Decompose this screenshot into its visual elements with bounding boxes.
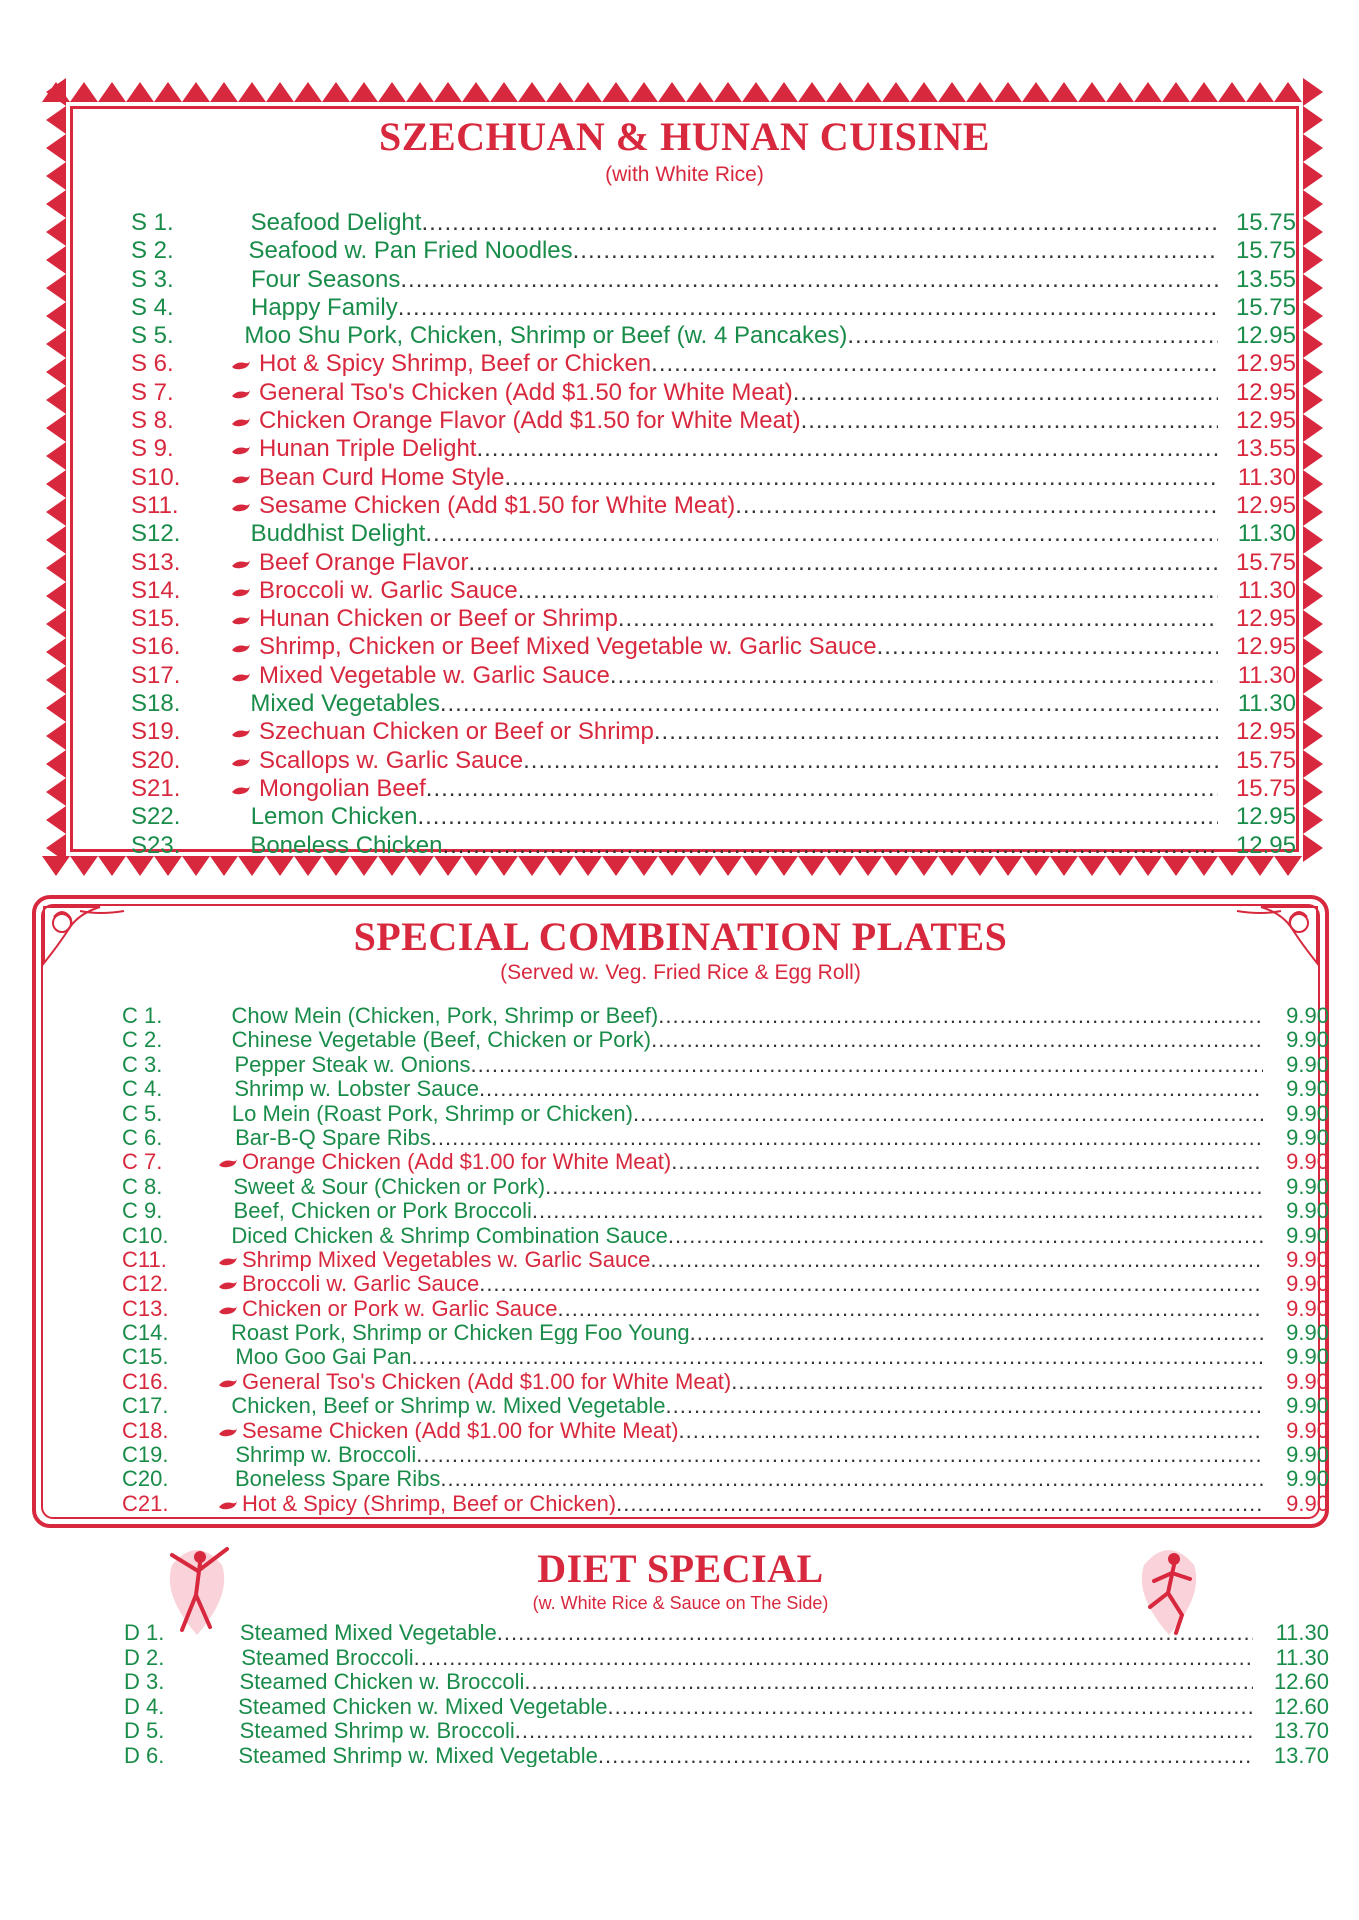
menu-item [32,1174,1329,1198]
menu-item [32,1223,1329,1247]
item-name: Broccoli w. Garlic Sauce [242,1271,480,1296]
item-code: C12. [122,1271,169,1296]
dot-leader [518,577,1218,605]
menu-item [73,492,1296,520]
item-code: S16. [131,633,181,661]
item-code: D 3. [124,1669,165,1694]
item-code: C10. [122,1222,169,1247]
item-code: C11. [122,1246,167,1272]
item-code: S14. [131,576,181,604]
dot-leader [431,1125,1263,1149]
item-code: S 9. [131,435,174,463]
item-code: S 1. [131,209,174,236]
menu-item [32,1247,1329,1271]
dot-leader [479,1271,1263,1295]
dot-leader [412,1344,1263,1368]
dot-leader [545,1174,1263,1198]
diet-special-section [32,1535,1329,1795]
item-price: 9.90 [1286,1271,1329,1296]
item-name: Steamed Broccoli [241,1644,414,1669]
item-name: Beef Orange Flavor [259,548,469,576]
item-code: S21. [131,774,181,802]
pepper-icon [218,1278,238,1295]
dot-leader [416,1442,1263,1466]
dot-leader [504,464,1218,492]
menu-item [32,1198,1329,1222]
dot-leader [658,1003,1263,1027]
pepper-icon [231,726,251,744]
item-code: C16. [122,1368,169,1394]
item-code: C13. [122,1295,169,1321]
pepper-icon [218,1303,238,1320]
item-name: Shrimp Mixed Vegetables w. Garlic Sauce [242,1246,651,1272]
pepper-icon [231,472,251,490]
dot-leader [690,1320,1263,1344]
menu-item [73,294,1296,322]
item-price: 15.75 [1235,237,1296,265]
item-price: 9.90 [1286,1149,1329,1174]
section-title: DIET SPECIAL [537,1546,824,1591]
menu-item [73,605,1296,633]
item-price: 12.95 [1235,491,1296,519]
menu-item [32,1669,1329,1694]
menu-item [32,1694,1329,1719]
item-name: Steamed Shrimp w. Broccoli [239,1718,515,1743]
menu-item [73,633,1296,661]
item-code: S 8. [131,407,174,435]
item-code: S 3. [131,265,174,293]
combination-plates-section [32,895,1329,1528]
item-code: C 7. [122,1149,163,1174]
dot-leader [608,1694,1254,1719]
menu-item [32,1418,1329,1442]
menu-item [32,1743,1329,1768]
item-price: 12.95 [1235,378,1296,406]
item-price: 9.90 [1286,1393,1329,1418]
item-code: S19. [131,718,181,746]
pepper-icon [231,557,251,575]
item-code: C 6. [122,1124,163,1150]
item-price: 12.95 [1235,350,1296,378]
item-code: S 7. [131,378,174,406]
dot-leader [414,1645,1253,1670]
pepper-icon [218,1156,238,1173]
item-price: 9.90 [1286,1198,1329,1223]
section-subtitle: (w. White Rice & Sauce on The Side) [532,1593,829,1613]
dot-leader [425,520,1218,548]
pepper-icon [231,670,251,688]
item-name: Chicken Orange Flavor (Add $1.50 for White Meat) [259,407,801,435]
dot-leader [731,1369,1263,1393]
item-code: S20. [131,746,181,774]
pepper-icon [231,783,251,801]
menu-item [32,1296,1329,1320]
menu-item [32,1466,1329,1490]
item-code: C 8. [122,1173,163,1199]
item-name: Buddhist Delight [250,520,426,548]
dot-leader [610,662,1218,690]
item-price: 9.90 [1286,1490,1329,1516]
item-name: Broccoli w. Garlic Sauce [259,576,518,604]
item-code: S10. [131,463,181,491]
item-price: 15.75 [1235,746,1296,774]
menu-item [32,1344,1329,1368]
menu-item [32,1125,1329,1149]
dot-leader [654,718,1218,746]
item-name: Boneless Spare Ribs [234,1466,441,1491]
item-price: 12.95 [1235,633,1296,661]
item-name: Hot & Spicy (Shrimp, Beef or Chicken) [242,1490,617,1516]
item-price: 12.95 [1235,605,1296,633]
menu-item [73,464,1296,492]
item-code: S11. [131,491,179,519]
item-price: 15.75 [1235,548,1296,576]
menu-item [73,209,1296,237]
item-price: 9.90 [1286,1442,1329,1467]
dot-leader [479,1076,1263,1100]
item-price: 13.70 [1273,1742,1329,1767]
dot-leader [666,1393,1263,1417]
item-price: 11.30 [1275,1644,1329,1669]
menu-item [73,662,1296,690]
menu-item [32,1149,1329,1173]
item-name: Lemon Chicken [250,803,418,831]
item-name: Chicken or Pork w. Garlic Sauce [242,1295,558,1321]
item-price: 9.90 [1286,1051,1329,1077]
item-price: 9.90 [1286,1076,1329,1101]
dot-leader [440,690,1218,718]
item-price: 9.90 [1286,1368,1329,1394]
menu-item [32,1491,1329,1515]
item-name: Chicken, Beef or Shrimp w. Mixed Vegetable [231,1393,666,1418]
item-code: S13. [131,548,181,576]
item-name: Szechuan Chicken or Beef or Shrimp [259,718,654,746]
item-name: Steamed Shrimp w. Mixed Vegetable [238,1742,598,1767]
item-name: Mongolian Beef [259,774,426,802]
item-code: S 2. [131,237,174,265]
item-name: Bean Curd Home Style [259,463,505,491]
dot-leader [650,1247,1263,1271]
item-code: S17. [131,661,181,689]
item-name: Scallops w. Garlic Sauce [259,746,524,774]
menu-item [73,775,1296,803]
dot-leader [398,294,1218,322]
dot-leader [735,492,1218,520]
menu-item [73,577,1296,605]
menu-item [32,1003,1329,1027]
pepper-icon [231,500,251,518]
menu-item [32,1052,1329,1076]
item-name: Diced Chicken & Shrimp Combination Sauce [231,1222,668,1247]
item-name: Mixed Vegetable w. Garlic Sauce [259,661,610,689]
item-code: C 1. [122,1003,163,1028]
item-price: 12.95 [1235,407,1296,435]
dot-leader [532,1198,1263,1222]
item-name: General Tso's Chicken (Add $1.00 for White Meat) [242,1368,732,1394]
pepper-icon [231,641,251,659]
menu-item [73,407,1296,435]
pepper-icon [218,1498,238,1515]
menu-item [32,1101,1329,1125]
item-price: 9.90 [1286,1246,1329,1272]
item-price: 12.60 [1273,1693,1329,1718]
menu-item [73,832,1296,860]
item-name: Boneless Chicken [250,831,443,859]
dot-leader [471,1052,1263,1076]
menu-item [73,549,1296,577]
item-code: S23. [131,831,181,859]
dot-leader [400,266,1218,294]
dot-leader [616,1491,1263,1515]
item-price: 11.30 [1237,661,1296,689]
menu-item [32,1393,1329,1417]
item-price: 12.95 [1235,322,1296,350]
item-price: 9.90 [1286,1344,1329,1369]
item-name: Shrimp w. Broccoli [235,1442,417,1467]
item-code: S 4. [131,293,174,321]
item-price: 9.90 [1286,1173,1329,1199]
item-code: C 2. [122,1027,163,1052]
item-name: Sesame Chicken (Add $1.50 for White Meat) [259,491,736,519]
item-price: 9.90 [1286,1003,1329,1028]
item-name: Moo Goo Gai Pan [235,1344,412,1369]
menu-item [32,1027,1329,1051]
item-name: Hot & Spicy Shrimp, Beef or Chicken [259,350,652,378]
menu-item [73,803,1296,831]
pepper-icon [231,387,251,405]
item-price: 11.30 [1237,463,1296,491]
item-code: S22. [131,803,181,831]
menu-item [73,747,1296,775]
item-price: 15.75 [1235,293,1296,321]
dot-leader [515,1718,1253,1743]
section-title: SZECHUAN & HUNAN CUISINE [379,114,990,159]
menu-item [32,1442,1329,1466]
section-subtitle: (Served w. Veg. Fried Rice & Egg Roll) [500,961,861,984]
item-price: 11.30 [1237,520,1296,548]
item-code: C 5. [122,1100,163,1125]
item-price: 9.90 [1286,1222,1329,1247]
dot-leader [524,1669,1253,1694]
dot-leader [651,1027,1263,1051]
dot-leader [598,1743,1253,1768]
item-code: C18. [122,1417,169,1443]
menu-item [32,1271,1329,1295]
menu-item [32,1369,1329,1393]
diet-menu-list [32,1620,1329,1767]
pepper-icon [231,358,251,376]
pepper-icon [218,1376,238,1393]
pepper-icon [231,443,251,461]
item-code: D 2. [124,1644,165,1669]
dot-leader [671,1149,1263,1173]
dot-leader [847,322,1218,350]
item-name: Shrimp, Chicken or Beef Mixed Vegetable w. Garlic Sauce [259,633,877,661]
item-name: Bar-B-Q Spare Ribs [235,1124,431,1150]
menu-item [73,379,1296,407]
dot-leader [417,803,1218,831]
item-price: 9.90 [1286,1320,1329,1345]
item-code: S12. [131,520,181,548]
item-name: Roast Pork, Shrimp or Chicken Egg Foo Young [231,1320,690,1345]
item-price: 9.90 [1286,1124,1329,1150]
item-price: 13.55 [1235,265,1296,293]
item-code: C15. [122,1344,169,1369]
item-name: Steamed Chicken w. Broccoli [239,1669,525,1694]
triangle-border-top [42,78,1327,106]
item-name: Seafood w. Pan Fried Noodles [248,237,573,265]
szechuan-hunan-section [42,78,1327,880]
item-name: Beef, Chicken or Pork Broccoli [233,1198,532,1223]
item-name: Hunan Triple Delight [259,435,477,463]
item-code: S 5. [131,322,174,350]
menu-item [73,520,1296,548]
menu-item [73,718,1296,746]
dot-leader [618,605,1218,633]
item-price: 9.90 [1286,1466,1329,1491]
item-price: 11.30 [1275,1620,1329,1645]
dot-leader [557,1296,1263,1320]
item-price: 12.95 [1235,803,1296,831]
menu-item [73,435,1296,463]
item-price: 12.95 [1235,718,1296,746]
item-price: 9.90 [1286,1100,1329,1125]
item-name: Seafood Delight [250,209,422,236]
item-name: Hunan Chicken or Beef or Shrimp [259,605,618,633]
szechuan-inner-frame [70,106,1299,859]
item-price: 12.60 [1273,1669,1329,1694]
item-name: Moo Shu Pork, Chicken, Shrimp or Beef (w. 4 Pancakes) [244,322,848,350]
item-code: D 4. [124,1693,165,1718]
item-name: Steamed Mixed Vegetable [239,1620,497,1645]
dot-leader [426,775,1218,803]
item-price: 11.30 [1237,690,1296,718]
item-code: S18. [131,690,181,718]
menu-item [32,1645,1329,1670]
pepper-icon [231,585,251,603]
dot-leader [573,237,1218,265]
dot-leader [793,379,1218,407]
item-price: 13.70 [1273,1718,1329,1743]
item-code: C21. [122,1490,169,1516]
item-code: S 6. [131,350,174,378]
triangle-border-left [42,78,70,880]
combination-menu-list [32,1003,1329,1515]
dot-leader [679,1418,1263,1442]
dot-leader [440,1466,1263,1490]
menu-item [32,1620,1329,1645]
item-name: Steamed Chicken w. Mixed Vegetable [238,1693,608,1718]
item-name: Sesame Chicken (Add $1.00 for White Meat) [242,1417,679,1443]
dot-leader [523,747,1218,775]
pepper-icon [231,755,251,773]
section-subtitle: (with White Rice) [605,163,764,186]
item-code: C17. [122,1393,169,1418]
item-code: C19. [122,1442,169,1467]
menu-item [73,322,1296,350]
item-name: Sweet & Sour (Chicken or Pork) [233,1173,546,1199]
menu-item [32,1076,1329,1100]
dot-leader [497,1620,1253,1645]
triangle-border-right [1299,78,1327,880]
item-price: 12.95 [1235,831,1296,859]
item-name: General Tso's Chicken (Add $1.50 for White Meat) [259,378,793,406]
section-title: SPECIAL COMBINATION PLATES [353,914,1008,959]
item-name: Pepper Steak w. Onions [234,1051,471,1077]
pepper-icon [218,1254,238,1271]
item-price: 9.90 [1286,1417,1329,1443]
item-name: Shrimp w. Lobster Sauce [234,1076,479,1101]
item-name: Four Seasons [250,265,401,293]
item-name: Lo Mein (Roast Pork, Shrimp or Chicken) [231,1100,633,1125]
menu-item [73,237,1296,265]
pepper-icon [231,613,251,631]
item-price: 9.90 [1286,1295,1329,1321]
item-name: Happy Family [250,293,398,321]
szechuan-menu-list [73,209,1296,860]
item-name: Chow Mein (Chicken, Pork, Shrimp or Beef) [231,1003,659,1028]
item-code: C20. [122,1466,169,1491]
dot-leader [442,832,1218,860]
dot-leader [668,1223,1263,1247]
menu-item [73,690,1296,718]
dot-leader [421,209,1218,237]
item-price: 11.30 [1237,576,1296,604]
dot-leader [476,435,1218,463]
pepper-icon [218,1425,238,1442]
item-price: 15.75 [1235,209,1296,236]
menu-item [32,1320,1329,1344]
item-code: C 9. [122,1198,163,1223]
item-code: D 5. [124,1718,165,1743]
item-code: S15. [131,605,181,633]
item-code: D 6. [124,1742,165,1767]
dot-leader [651,350,1218,378]
item-name: Mixed Vegetables [250,690,440,718]
item-name: Chinese Vegetable (Beef, Chicken or Pork) [231,1027,652,1052]
item-price: 9.90 [1286,1027,1329,1052]
item-code: D 1. [124,1620,165,1645]
menu-item [32,1718,1329,1743]
item-price: 15.75 [1235,774,1296,802]
dot-leader [633,1101,1263,1125]
item-code: C14. [122,1320,169,1345]
dot-leader [801,407,1218,435]
item-name: Orange Chicken (Add $1.00 for White Meat) [242,1149,672,1174]
dot-leader [468,549,1218,577]
item-code: C 4. [122,1076,163,1101]
menu-item [73,266,1296,294]
item-price: 13.55 [1235,435,1296,463]
pepper-icon [231,415,251,433]
menu-item [73,350,1296,378]
dot-leader [877,633,1218,661]
item-code: C 3. [122,1051,163,1077]
